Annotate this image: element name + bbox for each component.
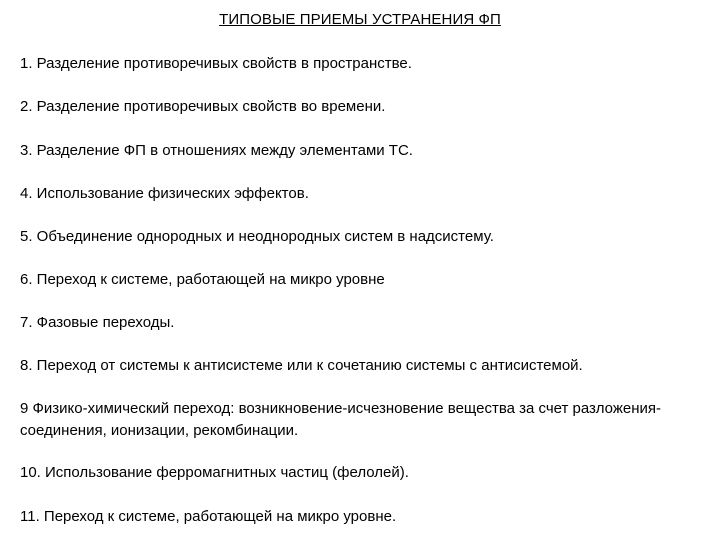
list-item-10: 10. Использование ферромагнитных частиц (фелолей). [20, 464, 409, 481]
list-item-5: 5. Объединение однородных и неоднородных систем в надсистему. [20, 228, 494, 245]
list-item-3: 3. Разделение ФП в отношениях между элементами ТС. [20, 142, 413, 159]
list-item-11: 11. Переход к системе, работающей на микро уровне. [20, 508, 397, 525]
list-item-9: 9 Физико-химический переход: возникновение-исчезновение вещества за счет разложения- соединения, ионизации, рекомбинации. [20, 400, 662, 439]
list-item-1: 1. Разделение противоречивых свойств в пространстве. [20, 55, 412, 72]
list-item-8: 8. Переход от системы к антисистеме или к сочетанию системы с антисистемой. [20, 357, 583, 374]
list-item-4: 4. Использование физических эффектов. [20, 185, 309, 202]
list-item-2: 2. Разделение противоречивых свойств во времени. [20, 98, 386, 115]
slide-title: ТИПОВЫЕ ПРИЕМЫ УСТРАНЕНИЯ ФП [219, 11, 501, 28]
list-item-7: 7. Фазовые переходы. [20, 314, 175, 331]
list-item-6: 6. Переход к системе, работающей на микро уровне [20, 271, 385, 288]
